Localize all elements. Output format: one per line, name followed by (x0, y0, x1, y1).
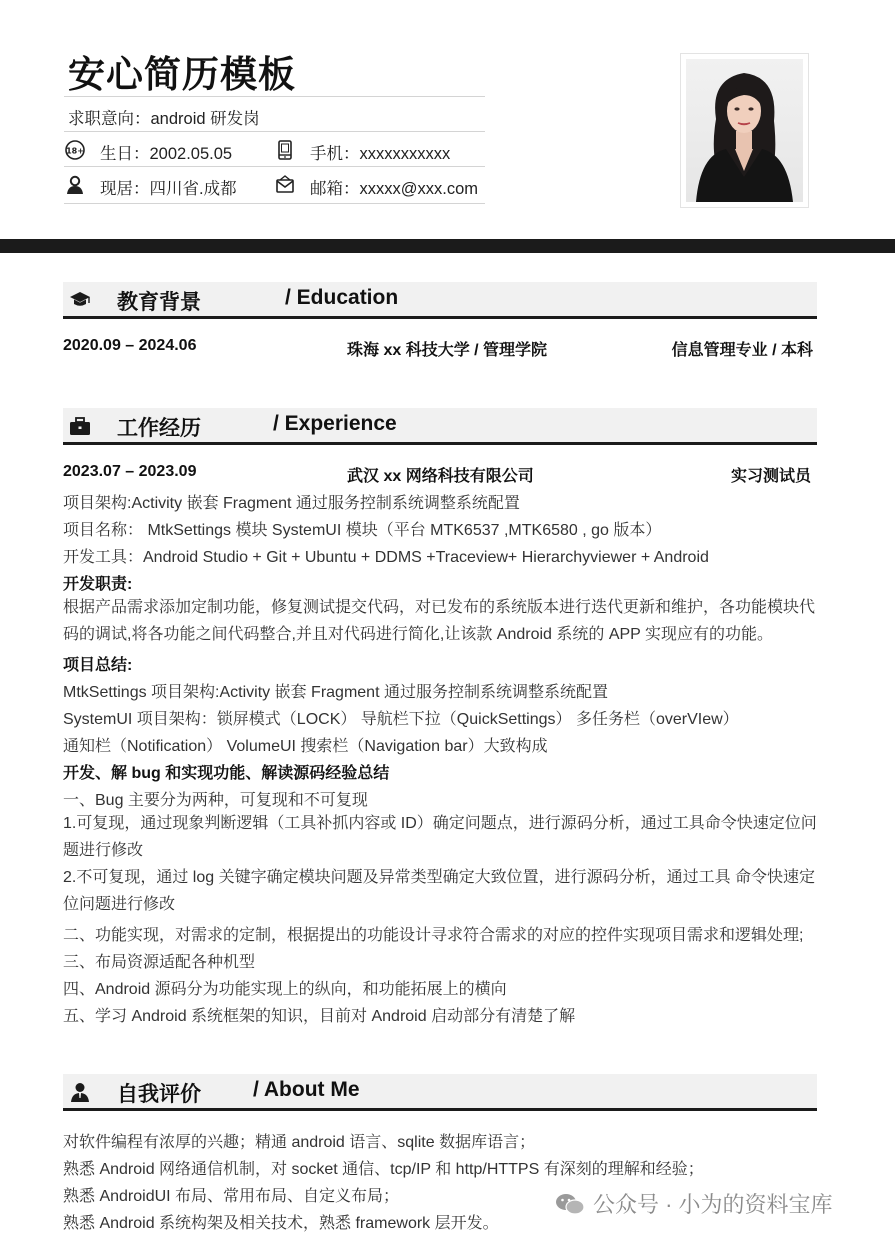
profile-photo (686, 59, 803, 202)
about-title-en: / About Me (253, 1078, 360, 1101)
about-section-header (63, 1074, 817, 1111)
job-intent-row (64, 96, 485, 130)
experience-company: 武汉 xx 网络科技有限公司 (347, 468, 534, 485)
wechat-icon (555, 1192, 585, 1216)
experience-line: SystemUI 项目架构：锁屏模式（LOCK） 导航栏下拉（QuickSettings） 多任务栏（overVIew） (63, 711, 739, 728)
experience-section-header (63, 408, 817, 445)
experience-line: 通知栏（Notification） VolumeUI 搜索栏（Navigation bar）大致构成 (63, 738, 548, 755)
education-title-en: / Education (285, 286, 399, 309)
experience-title-zh: 工作经历 (117, 417, 201, 440)
location: 现居：四川省.成都 (100, 180, 237, 198)
experience-paragraph: 2.不可复现，通过 log 关键字确定模块问题及异常类型确定大致位置，进行源码分析，通过工具 命令快速定位问题进行修改 (63, 869, 816, 913)
profile-photo-frame (680, 53, 809, 208)
experience-subheading: 项目总结: (63, 657, 133, 674)
job-intent: 求职意向：android 研发岗 (68, 110, 260, 128)
age-18-icon (64, 139, 86, 161)
about-line: 对软件编程有浓厚的兴趣；精通 android 语言、sqlite 数据库语言； (63, 1134, 536, 1151)
header-divider-bar (0, 239, 895, 253)
phone-icon (274, 139, 296, 161)
experience-line: 五、学习 Android 系统框架的知识，目前对 Android 启动部分有清楚了解 (63, 1008, 576, 1025)
about-line: 熟悉 Android 系统构架及相关技术，熟悉 framework 层开发。 (63, 1215, 499, 1232)
resume-title: 安心简历模板 (68, 54, 296, 95)
svg-text:18+: 18+ (66, 146, 84, 156)
experience-line: 四、Android 源码分为功能实现上的纵向，和功能拓展上的横向 (63, 981, 507, 998)
person-location-icon (64, 174, 86, 196)
education-title-zh: 教育背景 (117, 291, 201, 314)
experience-line: 开发工具：Android Studio + Git + Ubuntu + DDMS +Traceview+ Hierarchyviewer + Android (63, 549, 709, 566)
portrait-illustration (686, 59, 803, 202)
education-section-header (63, 282, 817, 319)
briefcase-icon (69, 416, 91, 436)
person-icon (69, 1082, 91, 1102)
experience-paragraph: 根据产品需求添加定制功能，修复测试提交代码，对已发布的系统版本进行迭代更新和维护，各功能模块代码的调试,将各功能之间代码整合,并且对代码进行简化,让该款 Android 系统的 APP 实现应有的功能。 (63, 599, 816, 643)
experience-period: 2023.07 – 2023.09 (63, 463, 197, 480)
experience-line: 项目名称： MtkSettings 模块 SystemUI 模块（平台 MTK6537 ,MTK6580 , go 版本） (63, 522, 662, 539)
graduation-cap-icon (69, 290, 91, 310)
experience-line: 一、Bug 主要分为两种，可复现和不可复现 (63, 792, 368, 809)
about-line: 熟悉 AndroidUI 布局、常用布局、自定义布局； (63, 1188, 400, 1205)
experience-role: 实习测试员 (730, 468, 811, 485)
experience-paragraph: 1.可复现，通过现象判断逻辑（工具补抓内容或 ID）确定问题点，进行源码分析，通过工具命令快速定位问题进行修改 (63, 815, 817, 859)
about-title-zh: 自我评价 (117, 1083, 201, 1106)
experience-line: 项目架构:Activity 嵌套 Fragment 通过服务控制系统调整系统配置 (63, 495, 520, 512)
education-school: 珠海 xx 科技大学 / 管理学院 (347, 342, 548, 359)
education-major: 信息管理专业 / 本科 (671, 342, 813, 359)
email: 邮箱：xxxxx@xxx.com (310, 180, 479, 198)
about-line: 熟悉 Android 网络通信机制，对 socket 通信、tcp/IP 和 http/HTTPS 有深刻的理解和经验； (63, 1161, 704, 1178)
experience-line: 二、功能实现，对需求的定制，根据提出的功能设计寻求符合需求的对应的控件实现项目需求和逻辑处理; (63, 927, 804, 944)
birthday: 生日：2002.05.05 (100, 145, 233, 163)
watermark-text: 公众号 · 小为的资料宝库 (593, 1192, 833, 1217)
experience-subheading: 开发职责: (63, 576, 133, 593)
email-icon (274, 174, 296, 196)
experience-subheading: 开发、解 bug 和实现功能、解读源码经验总结 (63, 765, 390, 782)
experience-line: MtkSettings 项目架构:Activity 嵌套 Fragment 通过服务控制系统调整系统配置 (63, 684, 608, 701)
experience-title-en: / Experience (273, 412, 397, 435)
contact-row-1 (64, 131, 485, 165)
phone: 手机：xxxxxxxxxxx (310, 145, 451, 163)
wechat-watermark (555, 1188, 833, 1219)
education-period: 2020.09 – 2024.06 (63, 337, 197, 354)
experience-line: 三、布局资源适配各种机型 (63, 954, 256, 971)
contact-row-2 (64, 166, 485, 204)
